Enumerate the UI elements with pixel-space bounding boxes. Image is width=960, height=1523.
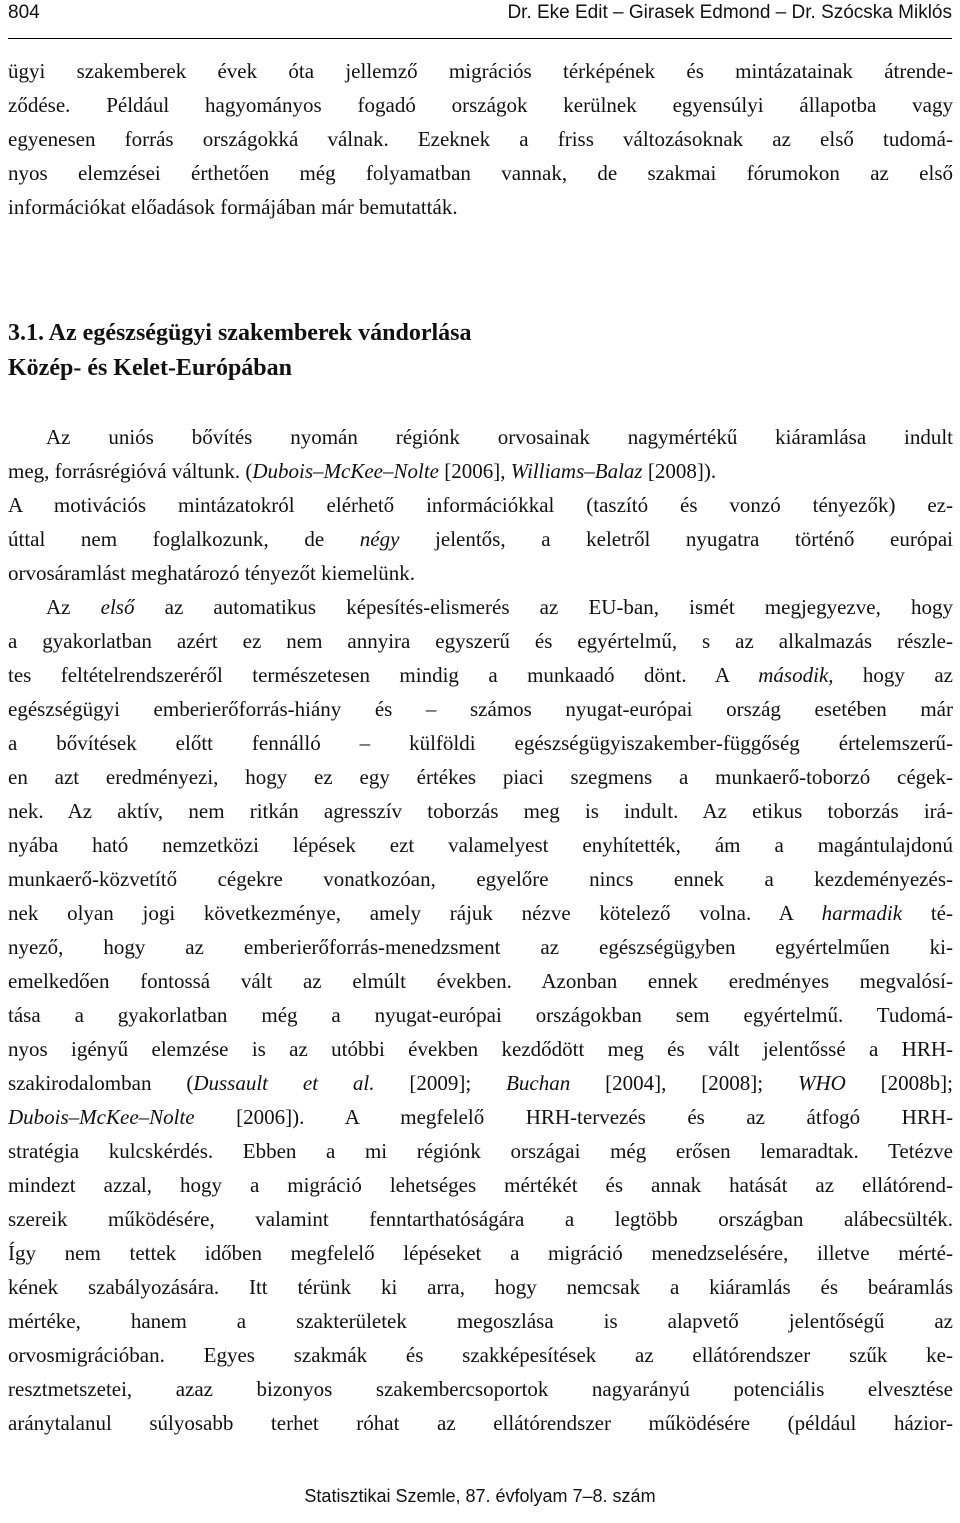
text-line: ügyi szakemberek évek óta jellemző migrációs térképének és mintázatainak átrende- bbox=[8, 59, 953, 83]
paragraph-2 bbox=[8, 488, 953, 590]
text-line: nyos igényű elemzése is az utóbbi években kezdődött meg és vált jelentőssé a HRH- bbox=[8, 1037, 953, 1061]
text-run: szakirodalomban ( bbox=[8, 1071, 194, 1095]
text-line: szereik működésére, valamint fenntarthatóságára a legtöbb országban alábecsülték. bbox=[8, 1207, 953, 1231]
text-line bbox=[8, 590, 953, 624]
citation-authors: Buchan bbox=[506, 1071, 571, 1095]
text-line: nek. Az aktív, nem ritkán agresszív toborzás meg is indult. Az etikus toborzás irá- bbox=[8, 799, 953, 823]
text-line: orvosmigrációban. Egyes szakmák és szakképesítések az ellátórendszer szűk ke- bbox=[8, 1343, 953, 1367]
text-run: [2006], bbox=[438, 459, 511, 483]
text-run: tes feltételrendszeréről természetesen mindig a munkaadó dönt. A bbox=[8, 663, 759, 687]
text-run: [2004], [2008]; bbox=[570, 1071, 798, 1095]
text-line bbox=[8, 658, 953, 692]
page-footer: Statisztikai Szemle, 87. évfolyam 7–8. szám bbox=[304, 1486, 656, 1506]
page-header bbox=[8, 0, 952, 39]
text-run: Az bbox=[46, 595, 101, 619]
text-run: té- bbox=[902, 901, 953, 925]
text-run: az automatikus képesítés-elismerés az EU-ban, ismét megjegyezve, hogy bbox=[134, 595, 953, 619]
text-run: [2006]). A megfelelő HRH-tervezés és az átfogó HRH- bbox=[194, 1105, 953, 1129]
text-line: a bővítések előtt fennálló – külföldi egészségügyiszakember-függőség értelemszerű- bbox=[8, 731, 953, 755]
text-line: kének szabályozására. Itt térünk ki arra, hogy nemcsak a kiáramlás és beáramlás bbox=[8, 1275, 953, 1299]
text-line: ződése. Például hagyományos fogadó országok kerülnek egyensúlyi állapotba vagy bbox=[8, 93, 953, 117]
emphasis: harmadik bbox=[821, 901, 903, 925]
text-line bbox=[8, 1066, 953, 1100]
text-line bbox=[8, 454, 953, 488]
citation-authors: Williams–Balaz bbox=[510, 459, 643, 483]
emphasis: második, bbox=[758, 663, 834, 687]
citation-authors: Dubois–McKee–Nolte bbox=[252, 459, 439, 483]
text-line: Így nem tettek időben megfelelő lépéseket a migráció menedzselésére, illetve mérté- bbox=[8, 1241, 953, 1265]
text-line: en azt eredményezi, hogy ez egy értékes piaci szegmens a munkaerő-toborzó cégek- bbox=[8, 765, 953, 789]
text-line: munkaerő-közvetítő cégekre vonatkozóan, egyelőre nincs ennek a kezdeményezés- bbox=[8, 867, 953, 891]
paragraph-3 bbox=[8, 590, 953, 1440]
text-line: egészségügyi emberierőforrás-hiány és – számos nyugat-európai ország esetében már bbox=[8, 697, 953, 721]
text-line: nyező, hogy az emberierőforrás-menedzsment az egészségügyben egyértelműen ki- bbox=[8, 935, 953, 959]
text-line bbox=[8, 896, 953, 930]
paragraph-1 bbox=[8, 420, 953, 488]
text-line: mindezt azzal, hogy a migráció lehetséges mértékét és annak hatását az ellátórend- bbox=[8, 1173, 953, 1197]
text-line: nyába ható nemzetközi lépések ezt valamelyest enyhítették, ám a magántulajdonú bbox=[8, 833, 953, 857]
text-line bbox=[8, 522, 953, 556]
text-run: jelentős, a keletről nyugatra történő európai bbox=[399, 527, 954, 551]
text-run: [2008]). bbox=[642, 459, 717, 483]
text-line: emelkedően fontossá vált az elmúlt években. Azonban ennek eredményes megvalósí- bbox=[8, 969, 953, 993]
text-line: Az uniós bővítés nyomán régiónk orvosainak nagymértékű kiáramlása indult bbox=[46, 425, 953, 449]
text-line: stratégia kulcskérdés. Ebben a mi régiónk országai még erősen lemaradtak. Tetézve bbox=[8, 1139, 953, 1163]
text-line: egyenesen forrás országokká válnak. Ezeknek a friss változásoknak az első tudomá- bbox=[8, 127, 953, 151]
citation-authors: Dubois–McKee–Nolte bbox=[8, 1105, 195, 1129]
section-heading-line: 3.1. Az egészségügyi szakemberek vándorlása bbox=[8, 320, 472, 346]
running-head: Dr. Eke Edit – Girasek Edmond – Dr. Szócska Miklós bbox=[507, 2, 952, 23]
section-heading bbox=[8, 316, 953, 386]
citation-authors: Dussault et al. bbox=[193, 1071, 375, 1095]
text-line: információkat előadások formájában már bemutatták. bbox=[8, 195, 458, 219]
intro-paragraph bbox=[8, 54, 953, 224]
text-line: a gyakorlatban azért ez nem annyira egyszerű és egyértelmű, s az alkalmazás részle- bbox=[8, 629, 953, 653]
text-line bbox=[8, 1100, 953, 1134]
text-run: [2008b]; bbox=[845, 1071, 953, 1095]
text-run: hogy az bbox=[833, 663, 953, 687]
text-run: [2009]; bbox=[374, 1071, 507, 1095]
citation-authors: WHO bbox=[797, 1071, 846, 1095]
text-line: orvosáramlást meghatározó tényezőt kiemelünk. bbox=[8, 561, 416, 585]
text-line: tása a gyakorlatban még a nyugat-európai országokban sem egyértelmű. Tudomá- bbox=[8, 1003, 953, 1027]
emphasis: négy bbox=[359, 527, 400, 551]
text-line: nyos elemzései érthetően még folyamatban vannak, de szakmai fórumokon az első bbox=[8, 161, 953, 185]
text-line: mértéke, hanem a szakterületek megoszlása is alapvető jelentőségű az bbox=[8, 1309, 953, 1333]
section-heading-line: Közép- és Kelet-Európában bbox=[8, 355, 292, 381]
text-run: nek olyan jogi következménye, amely rájuk nézve kötelező volna. A bbox=[8, 901, 822, 925]
page-number: 804 bbox=[8, 2, 40, 23]
text-line: A motivációs mintázatokról elérhető információkkal (taszító és vonzó tényezők) ez- bbox=[8, 493, 953, 517]
emphasis: első bbox=[100, 595, 135, 619]
text-line: resztmetszetei, azaz bizonyos szakembercsoportok nagyarányú potenciális elvesztése bbox=[8, 1377, 953, 1401]
text-line: aránytalanul súlyosabb terhet róhat az ellátórendszer működésére (például házior- bbox=[8, 1411, 953, 1435]
text-run: meg, forrásrégióvá váltunk. ( bbox=[8, 459, 253, 483]
text-run: úttal nem foglalkozunk, de bbox=[8, 527, 360, 551]
